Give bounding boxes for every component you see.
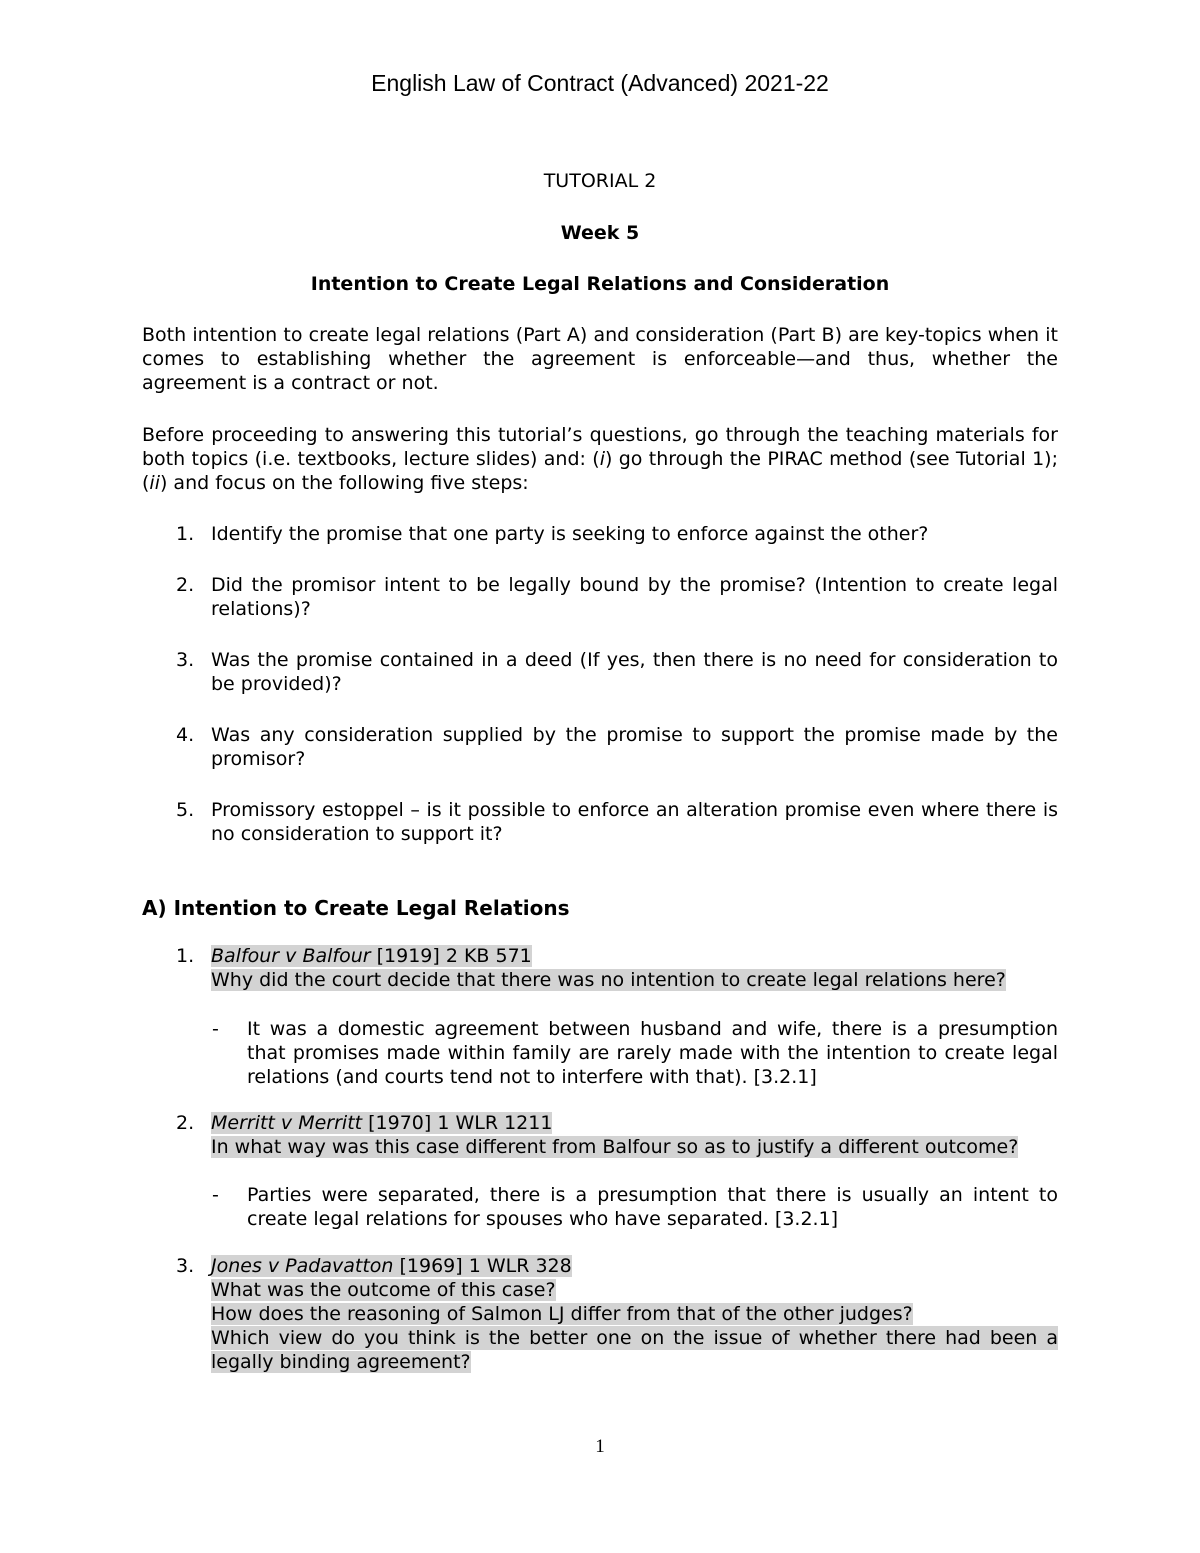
case-name: Jones v Padavatton	[211, 1255, 394, 1277]
intro-p2-roman-i: i	[599, 448, 605, 470]
intro-paragraph-1: Both intention to create legal relations (Part A) and consideration (Part B) are key-topics when it comes to establishing whether the agreement is enforceable—and thus, whether the agreement is a contract or not.	[142, 324, 1058, 394]
question-text: What was the outcome of this case?	[211, 1279, 556, 1301]
case-name: Merritt v Merritt	[211, 1112, 363, 1134]
document-header-title: English Law of Contract (Advanced) 2021-22	[371, 70, 829, 96]
answer-bullet: -	[212, 1018, 219, 1040]
question-number: 2.	[176, 1112, 195, 1134]
answer-text: It was a domestic agreement between husband and wife, there is a presumption that promises made within family are rarely made with the intention to create legal relations (and courts tend not to interfere with that). [3.2.1]	[247, 1018, 1058, 1088]
list-item-number: 3.	[176, 649, 195, 671]
question-number: 1.	[176, 945, 195, 967]
intro-p2-text-3: ) and focus on the following five steps:	[159, 472, 529, 494]
case-citation: [1970] 1 WLR 1211	[362, 1112, 553, 1134]
list-item-number: 1.	[176, 523, 195, 545]
case-reference	[211, 945, 532, 967]
list-item-text: Was the promise contained in a deed (If yes, then there is no need for consideration to be provided)?	[211, 649, 1058, 695]
list-item-number: 4.	[176, 724, 195, 746]
question-text: legally binding agreement?	[211, 1351, 471, 1373]
question-text: Which view do you think is the better one on the issue of whether there had been a	[211, 1327, 1058, 1349]
question-text: How does the reasoning of Salmon LJ differ from that of the other judges?	[211, 1303, 913, 1325]
intro-p2-roman-ii: ii	[149, 472, 160, 494]
list-item-text: Promissory estoppel – is it possible to enforce an alteration promise even where there is no consideration to support it?	[211, 799, 1058, 845]
page-number: 1	[595, 1436, 605, 1457]
question-number: 3.	[176, 1255, 195, 1277]
case-citation: [1969] 1 WLR 328	[393, 1255, 572, 1277]
answer-bullet: -	[212, 1184, 219, 1206]
case-citation: [1919] 2 KB 571	[370, 945, 532, 967]
week-label: Week 5	[560, 222, 640, 244]
section-a-heading: A) Intention to Create Legal Relations	[142, 896, 570, 920]
case-name: Balfour v Balfour	[211, 945, 371, 967]
list-item-number: 5.	[176, 799, 195, 821]
intro-paragraph-2	[142, 423, 1058, 495]
intro-p2-text-2: ) go through the PIRAC method (see Tutorial 1); (	[142, 448, 1058, 494]
list-item-text: Did the promisor intent to be legally bound by the promise? (Intention to create legal relations)?	[211, 574, 1058, 620]
page-title: Intention to Create Legal Relations and Consideration	[310, 273, 890, 295]
question-text: In what way was this case different from Balfour so as to justify a different outcome?	[211, 1136, 1019, 1158]
case-reference	[211, 1112, 552, 1134]
tutorial-label: TUTORIAL 2	[543, 170, 657, 192]
list-item-number: 2.	[176, 574, 195, 596]
answer-text: Parties were separated, there is a presumption that there is usually an intent to create legal relations for spouses who have separated. [3.2.1]	[247, 1184, 1058, 1230]
case-reference	[211, 1255, 572, 1277]
list-item-text: Identify the promise that one party is seeking to enforce against the other?	[211, 523, 929, 545]
question-text: Why did the court decide that there was no intention to create legal relations here?	[211, 969, 1006, 991]
list-item-text: Was any consideration supplied by the promise to support the promise made by the promisor?	[211, 724, 1058, 770]
intro-p2-text-1: Before proceeding to answering this tutorial’s questions, go through the teaching materials for both topics (i.e. textbooks, lecture slides) and: (	[142, 424, 1058, 470]
